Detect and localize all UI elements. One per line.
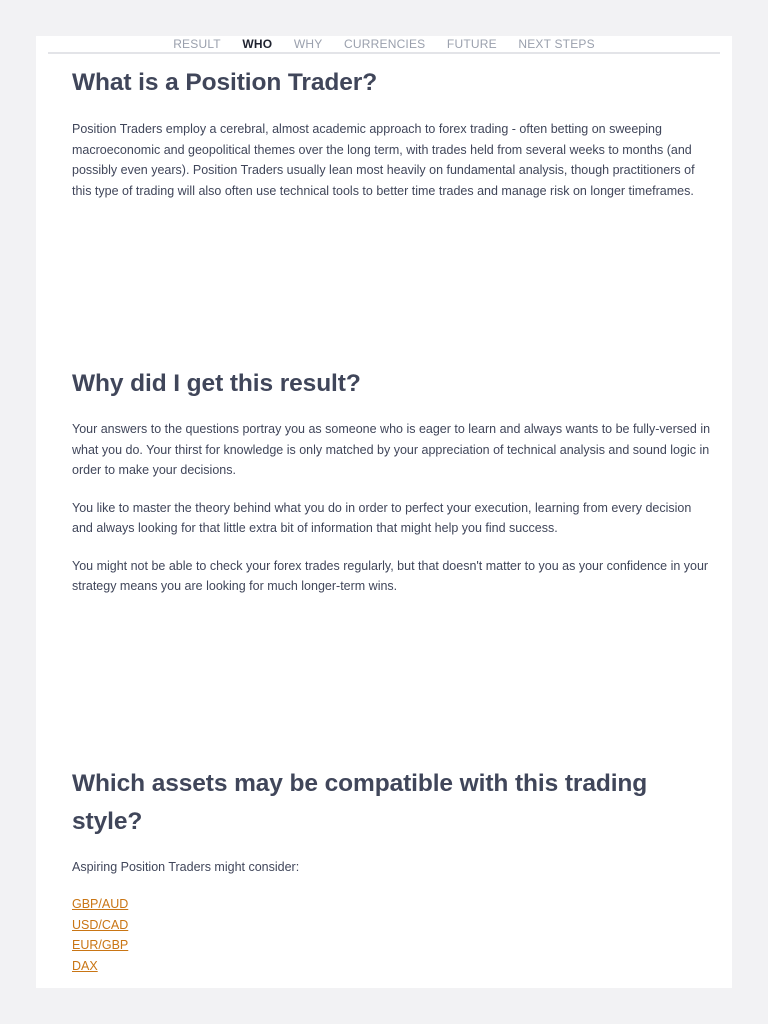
tab-result[interactable]: RESULT <box>173 37 221 51</box>
tab-why[interactable]: WHY <box>293 37 323 51</box>
who-body: Position Traders employ a cerebral, almost academic approach to forex trading - often betting on sweeping macroeconomic and geopolitical themes over the long term, with trades held from several weeks to months (and possibly even years). Position Traders usually lean most heavily on fundamental analysis, though practitioners of this type of trading will also often use technical tools to better time trades and manage risk on longer timeframes. <box>72 122 695 198</box>
main-content <box>72 64 712 976</box>
assets-heading: Which assets may be compatible with this trading style? <box>72 769 648 835</box>
who-heading: What is a Position Trader? <box>72 69 378 96</box>
asset-link-eur-gbp[interactable]: EUR/GBP <box>72 938 129 952</box>
why-paragraph-1: Your answers to the questions portray you as someone who is eager to learn and always wants to be fully-versed in what you do. Your thirst for knowledge is only matched by your appreciation of technical analysis and sound logic in order to make your decisions. <box>72 422 711 477</box>
asset-link-dax[interactable]: DAX <box>72 958 98 973</box>
tab-future[interactable]: FUTURE <box>446 37 497 51</box>
assets-section <box>72 765 712 977</box>
asset-links <box>72 894 712 976</box>
section-tabs <box>48 36 720 54</box>
tab-currencies[interactable]: CURRENCIES <box>344 37 426 51</box>
who-section <box>72 64 712 201</box>
why-paragraph-2: You like to master the theory behind what you do in order to perfect your execution, learning from every decision and always looking for that little extra bit of information that might help you find success. <box>72 500 692 535</box>
why-section <box>72 365 712 597</box>
tab-who[interactable]: WHO <box>242 37 273 51</box>
asset-link-usd-cad[interactable]: USD/CAD <box>72 917 129 932</box>
asset-link-gbp-aud[interactable]: GBP/AUD <box>72 897 129 911</box>
why-paragraph-3: You might not be able to check your forex trades regularly, but that doesn't matter to you as your confidence in your strategy means you are looking for much longer-term wins. <box>72 558 709 593</box>
why-heading: Why did I get this result? <box>72 370 361 397</box>
assets-intro: Aspiring Position Traders might consider: <box>72 859 300 874</box>
tab-next-steps[interactable]: NEXT STEPS <box>518 37 595 51</box>
